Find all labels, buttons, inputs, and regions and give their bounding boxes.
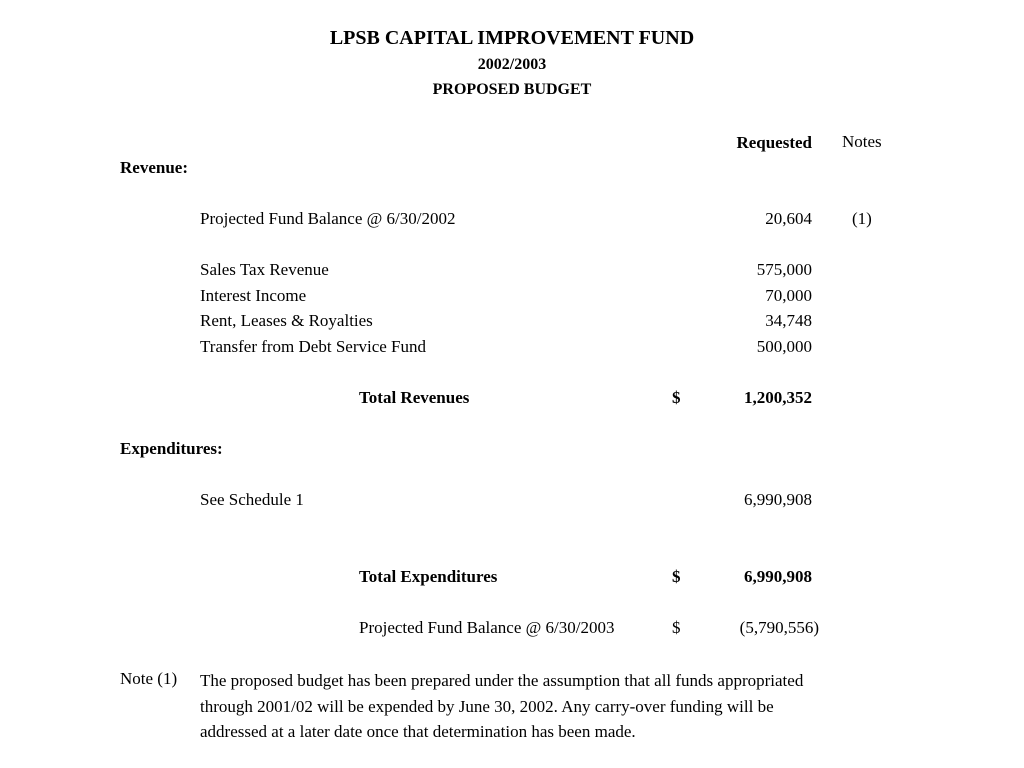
fund-balance-2002-value: 20,604	[765, 209, 812, 228]
document-subtitle: PROPOSED BUDGET	[432, 81, 592, 98]
projected-balance-2003-value: (5,790,556)	[739, 618, 819, 637]
revenue-item-label: Sales Tax Revenue	[200, 260, 329, 279]
projected-balance-2003-currency: $	[672, 618, 681, 637]
fund-balance-2002-note: (1)	[852, 209, 872, 228]
revenue-item-label: Rent, Leases & Royalties	[200, 311, 373, 330]
fiscal-year: 2002/2003	[477, 56, 547, 73]
revenue-item-value: 575,000	[756, 260, 812, 279]
total-revenues-value: 1,200,352	[744, 388, 812, 407]
projected-balance-2003-label: Projected Fund Balance @ 6/30/2003	[359, 618, 615, 637]
note-label: Note (1)	[120, 669, 178, 688]
notes-column-header: Notes	[842, 132, 882, 151]
note-line: addressed at a later date once that determination has been made.	[200, 722, 636, 741]
requested-column-header: Requested	[736, 133, 812, 152]
fund-balance-2002-label: Projected Fund Balance @ 6/30/2002	[200, 209, 456, 228]
revenue-item-value: 70,000	[765, 286, 812, 305]
total-expenditures-currency: $	[672, 567, 681, 586]
expenditure-item-value: 6,990,908	[744, 490, 812, 509]
revenue-item-value: 34,748	[765, 311, 812, 330]
total-expenditures-label: Total Expenditures	[359, 567, 498, 586]
total-revenues-label: Total Revenues	[359, 388, 470, 407]
total-revenues-currency: $	[672, 388, 681, 407]
revenue-item-value: 500,000	[756, 337, 812, 356]
document-title: LPSB CAPITAL IMPROVEMENT FUND	[329, 27, 695, 49]
total-expenditures-value: 6,990,908	[744, 567, 812, 586]
note-line: through 2001/02 will be expended by June 30, 2002. Any carry-over funding will be	[200, 696, 774, 716]
revenue-item-label: Transfer from Debt Service Fund	[200, 337, 426, 356]
expenditures-heading: Expenditures:	[120, 439, 223, 458]
expenditure-item-label: See Schedule 1	[200, 490, 304, 509]
revenue-item-label: Interest Income	[200, 286, 307, 305]
revenue-heading: Revenue:	[120, 158, 188, 177]
note-text	[200, 668, 900, 745]
note-line: The proposed budget has been prepared under the assumption that all funds appropriated	[200, 671, 804, 690]
